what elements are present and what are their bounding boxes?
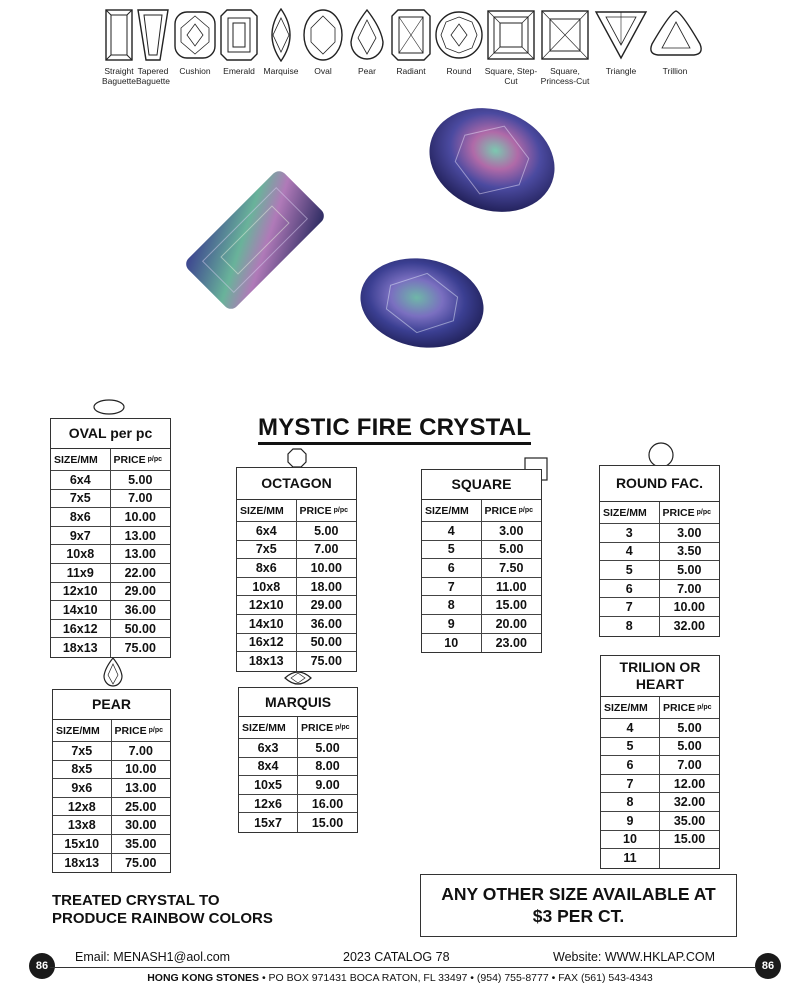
round-icon [434,8,484,62]
table-row [601,738,719,757]
square-step-cut-icon [486,8,536,62]
size-column-header: SIZE/MM [601,697,660,718]
pear-outline-icon [102,657,124,689]
price-column-header [298,717,357,738]
legend-radiant [384,8,438,76]
legend-label: Tapered Baguette [135,66,171,86]
size-cell: 6 [600,580,660,598]
table-row [239,758,357,777]
table-row [237,578,356,597]
size-cell: 7x5 [237,541,297,559]
size-cell: 10x5 [239,776,298,794]
table-row [600,580,719,599]
price-cell: 11.00 [495,579,527,594]
price-cell: 36.00 [310,616,342,631]
table-title: SQUARE [422,470,541,500]
price-cell: 35.00 [125,836,157,851]
table-row [601,756,719,775]
price-cell: 75.00 [310,654,342,669]
radiant-icon [390,8,432,62]
table-row [237,596,356,615]
column-header-row [51,449,170,471]
table-title: TRILION OR HEART [601,656,719,697]
table-row [51,583,170,602]
table-row [51,471,170,490]
oval-icon [302,8,344,62]
size-cell: 6x4 [237,522,297,540]
shape-legend [92,8,712,104]
size-cell: 4 [601,719,660,737]
price-unit-label: p/pc [333,507,348,514]
price-cell: 15.00 [495,598,527,613]
table-row [53,835,170,854]
price-cell: 16.00 [311,796,344,811]
legend-label: Oval [314,66,332,76]
size-column-header: SIZE/MM [239,717,298,738]
price-label: PRICE [114,724,147,737]
legend-label: Straight Baguette [101,66,137,86]
table-row [422,596,541,615]
price-unit-label: p/pc [696,509,711,516]
size-cell: 12x10 [237,596,297,614]
size-cell: 18x13 [237,652,297,671]
size-cell: 16x12 [51,620,111,638]
table-row [51,545,170,564]
legend-triangle [594,8,648,76]
legend-label: Pear [358,66,376,76]
table-row [53,854,170,873]
tapered-baguette-icon [136,8,170,62]
marquise-icon [263,8,299,62]
size-cell: 5 [601,738,660,756]
price-cell: 32.00 [673,795,706,810]
price-cell: 50.00 [310,635,342,650]
size-cell: 8 [601,793,660,811]
size-cell: 13x8 [53,816,112,834]
legend-label: Trillion [662,66,688,76]
price-cell: 5.00 [499,542,524,557]
pear-price-table [52,689,171,873]
size-cell: 8x6 [51,508,111,526]
table-row [51,564,170,583]
size-cell: 15x7 [239,813,298,832]
size-cell: 12x8 [53,798,112,816]
price-unit-label: p/pc [697,704,712,711]
size-cell: 10x8 [51,545,111,563]
price-cell: 75.00 [124,640,156,655]
size-cell: 12x10 [51,583,111,601]
table-row [600,617,719,636]
table-row [51,638,170,657]
price-cell: 10.00 [673,600,705,615]
price-cell: 75.00 [125,855,157,870]
footer-contact-row [0,950,800,968]
price-cell: 10.00 [310,560,342,575]
price-cell: 23.00 [495,635,527,650]
size-cell: 4 [600,543,660,561]
price-cell: 13.00 [124,547,156,562]
size-cell: 14x10 [237,615,297,633]
price-cell: 13.00 [124,528,156,543]
size-cell: 18x13 [53,854,112,873]
footer-email[interactable]: Email: MENASH1@aol.com [75,950,231,964]
size-column-header: SIZE/MM [600,502,660,523]
price-column-header [482,500,542,521]
octagon-price-table [236,467,357,672]
oval-gem-photo-top [415,100,569,229]
size-cell: 7x5 [51,490,111,508]
price-column-header [297,500,357,521]
table-row [237,522,356,541]
price-unit-label: p/pc [335,724,350,731]
size-column-header: SIZE/MM [237,500,297,521]
price-cell: 35.00 [673,813,706,828]
table-title: OCTAGON [237,468,356,500]
price-cell: 10.00 [124,509,156,524]
footer-website[interactable]: Website: WWW.HKLAP.COM [553,950,716,964]
size-cell: 7 [422,578,482,596]
price-cell: 3.50 [677,544,702,559]
table-row [51,527,170,546]
legend-label: Emerald [223,66,255,76]
price-cell: 5.00 [314,523,339,538]
table-row [239,795,357,814]
size-cell: 7x5 [53,742,112,760]
table-row [422,634,541,653]
size-cell: 6 [601,756,660,774]
table-row [601,849,719,868]
price-column-header [111,449,171,470]
price-cell: 20.00 [495,616,527,631]
table-row [600,561,719,580]
table-row [239,813,357,832]
size-column-header: SIZE/MM [51,449,111,470]
price-cell: 3.00 [499,523,524,538]
size-cell: 11x9 [51,564,111,582]
table-row [51,490,170,509]
footer-company: HONG KONG STONES [147,972,260,984]
table-row [601,775,719,794]
marquis-price-table [238,687,358,833]
table-row [422,522,541,541]
price-cell: 7.00 [128,743,153,758]
size-cell: 8 [422,596,482,614]
table-title: PEAR [53,690,170,720]
price-column-header [660,697,719,718]
size-cell: 8x6 [237,559,297,577]
column-header-row [53,720,170,742]
size-column-header: SIZE/MM [53,720,112,741]
table-row [237,652,356,671]
price-cell: 8.00 [315,759,340,774]
price-cell: 30.00 [125,818,157,833]
note-line: TREATED CRYSTAL TO [52,892,220,909]
marquise-outline-icon [284,670,312,686]
table-row [51,601,170,620]
price-cell: 15.00 [311,815,344,830]
size-cell: 10 [601,831,660,849]
size-cell: 8x4 [239,758,298,776]
table-row [422,578,541,597]
footer-address: • PO BOX 971431 BOCA RATON, FL 33497 • (954) 755-8777 • FAX (561) 543-4343 [259,972,653,984]
price-cell: 50.00 [124,621,156,636]
size-cell: 9x6 [53,779,112,797]
price-cell: 5.00 [128,472,153,487]
other-size-note [420,874,737,937]
price-cell: 5.00 [315,740,340,755]
oval-outline-icon [92,398,126,416]
table-row [237,634,356,653]
table-row [601,812,719,831]
table-row [601,831,719,850]
size-cell: 15x10 [53,835,112,853]
emerald-gem-photo [183,168,327,312]
size-column-header: SIZE/MM [422,500,482,521]
gem-photos [180,100,580,370]
size-cell: 7 [600,598,660,616]
table-row [422,615,541,634]
column-header-row [600,502,719,524]
size-cell: 4 [422,522,482,540]
table-row [422,559,541,578]
size-cell: 3 [600,524,660,542]
column-header-row [422,500,541,522]
price-unit-label: p/pc [148,727,163,734]
oval-gem-photo-bottom [353,249,490,357]
size-cell: 6 [422,559,482,577]
column-header-row [239,717,357,739]
size-cell: 6x3 [239,739,298,757]
size-cell: 10 [422,634,482,653]
note-line: $3 PER CT. [532,906,625,926]
legend-label: Cushion [179,66,211,76]
column-header-row [601,697,719,719]
table-title: OVAL per pc [51,419,170,449]
price-cell: 22.00 [124,565,156,580]
legend-round [432,8,486,76]
legend-square-princess [538,8,592,86]
price-label: PRICE [301,721,334,734]
size-cell: 9x7 [51,527,111,545]
price-cell: 9.00 [315,777,340,792]
legend-label: Square, Step-Cut [484,66,538,86]
table-row [237,559,356,578]
price-cell: 36.00 [124,602,156,617]
table-row [51,508,170,527]
size-cell: 8 [600,617,660,636]
price-cell: 7.00 [128,491,153,506]
size-cell: 8x5 [53,761,112,779]
note-line: PRODUCE RAINBOW COLORS [52,910,273,927]
trillion-icon [648,8,704,62]
price-label: PRICE [663,701,696,714]
price-unit-label: p/pc [518,507,533,514]
price-cell: 12.00 [673,776,706,791]
table-row [600,598,719,617]
trilion-heart-price-table [600,655,720,869]
price-label: PRICE [484,504,517,517]
price-cell: 7.00 [677,581,702,596]
price-cell: 7.50 [499,560,524,575]
price-cell: 29.00 [310,598,342,613]
legend-square-step [484,8,538,86]
table-row [51,620,170,639]
table-row [601,719,719,738]
column-header-row [237,500,356,522]
price-cell: 5.00 [677,739,702,754]
emerald-icon [219,8,259,62]
price-cell: 5.00 [677,562,702,577]
table-row [237,615,356,634]
size-cell: 9 [422,615,482,633]
table-row [53,798,170,817]
table-row [600,543,719,562]
table-row [239,776,357,795]
footer-address-row [0,972,800,984]
oval-price-table [50,418,171,658]
size-cell: 11 [601,849,660,868]
pear-icon [347,8,387,62]
size-cell: 16x12 [237,634,297,652]
price-cell [660,849,719,868]
size-cell: 18x13 [51,638,111,657]
table-row [53,816,170,835]
size-cell: 14x10 [51,601,111,619]
price-cell: 18.00 [310,579,342,594]
legend-label: Square, Princess-Cut [540,66,590,86]
price-label: PRICE [299,504,332,517]
price-unit-label: p/pc [147,456,162,463]
price-cell: 5.00 [677,720,702,735]
price-cell: 7.00 [314,542,339,557]
price-cell: 13.00 [125,780,157,795]
table-row [237,541,356,560]
table-row [53,742,170,761]
footer-catalog: 2023 CATALOG 78 [343,950,450,964]
size-cell: 6x4 [51,471,111,489]
legend-label: Round [446,66,472,76]
table-row [239,739,357,758]
price-cell: 3.00 [677,525,702,540]
treatment-note [52,892,273,928]
table-row [53,761,170,780]
cushion-icon [173,8,217,62]
table-row [600,524,719,543]
price-cell: 25.00 [125,799,157,814]
price-cell: 29.00 [124,584,156,599]
size-cell: 5 [422,541,482,559]
round-price-table [599,465,720,637]
legend-label: Radiant [396,66,426,76]
note-line: ANY OTHER SIZE AVAILABLE AT [441,884,716,904]
size-cell: 12x6 [239,795,298,813]
price-label: PRICE [113,453,146,466]
size-cell: 7 [601,775,660,793]
page-title: MYSTIC FIRE CRYSTAL [258,414,531,445]
size-cell: 5 [600,561,660,579]
legend-trillion [648,8,702,76]
size-cell: 9 [601,812,660,830]
legend-label: Marquise [263,66,299,76]
footer-divider [50,967,756,968]
price-label: PRICE [662,506,695,519]
table-row [601,793,719,812]
square-price-table [421,469,542,653]
price-cell: 10.00 [125,762,157,777]
price-column-header [660,502,720,523]
price-cell: 15.00 [673,832,706,847]
triangle-icon [594,8,648,62]
price-cell: 32.00 [673,619,705,634]
table-title: MARQUIS [239,688,357,717]
legend-label: Triangle [605,66,637,76]
octagon-outline-icon [287,448,307,468]
price-cell: 7.00 [677,757,702,772]
table-title: ROUND FAC. [600,466,719,502]
price-column-header [112,720,171,741]
page-number-badge-left: 86 [29,953,55,979]
page-number-badge-right: 86 [755,953,781,979]
size-cell: 10x8 [237,578,297,596]
table-row [422,541,541,560]
table-row [53,779,170,798]
square-princess-cut-icon [540,8,590,62]
